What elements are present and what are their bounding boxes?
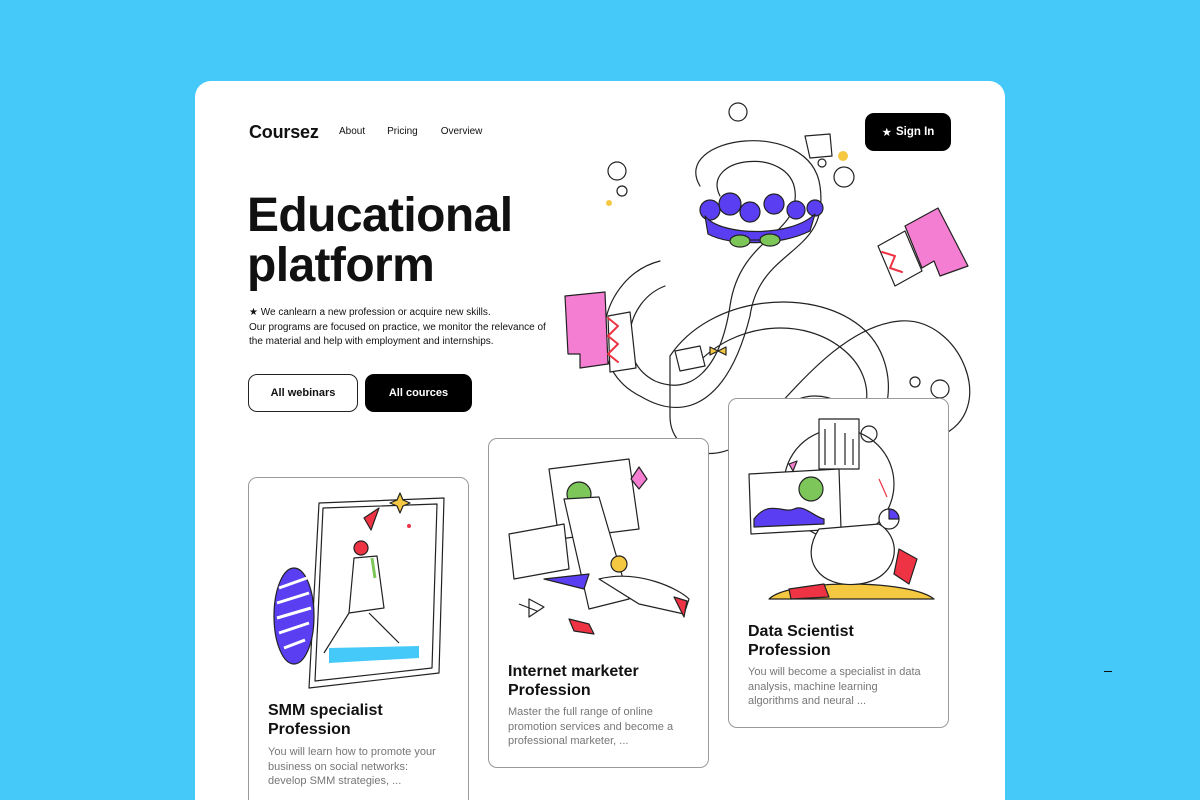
card-desc-line1: You will become a specialist in data [748,666,921,678]
card-desc-line3: professional marketer, ... [508,735,629,747]
marketer-illustration [489,439,709,649]
sign-in-label: Sign In [895,126,935,138]
card-title [268,701,458,739]
card-description [748,665,933,709]
card-title-line2: Profession [268,721,351,738]
hero-desc-line2: Our programs are focused on practice, we monitor the relevance of [249,321,546,333]
logo[interactable]: Coursez [249,122,319,142]
hero-title-line1: Educational [247,189,513,242]
nav-overview[interactable]: Overview [440,126,483,137]
card-desc-line2: analysis, machine learning [748,680,878,693]
card-title-line2: Profession [508,682,591,699]
smm-illustration [249,478,469,698]
card-description [508,705,693,749]
card-desc-line3: algorithms and neural ... [748,695,867,707]
course-card-smm[interactable] [248,477,469,800]
card-title-line2: Profession [748,642,831,659]
all-webinars-button[interactable]: All webinars [248,374,358,412]
data-scientist-illustration [729,399,949,609]
landing-page-window [195,81,1005,800]
card-desc-line3: develop SMM strategies, ... [268,775,402,787]
card-title [508,662,698,700]
card-title-line1: SMM specialist [268,702,383,719]
card-desc-line2: business on social networks: [268,760,409,773]
card-description [268,745,453,789]
course-card-data-scientist[interactable] [728,398,949,728]
nav-about[interactable]: About [339,126,366,137]
card-desc-line2: promotion services and become a [508,720,674,733]
hero-description [249,306,559,350]
card-title [748,622,938,660]
card-desc-line1: You will learn how to promote your [268,746,436,758]
hero-desc-line1: ★ We canlearn a new profession or acquire new skills. [249,307,491,318]
decorative-dash [1104,671,1112,672]
hero-title-line2: platform [247,239,435,292]
all-courses-button[interactable]: All cources [365,374,472,412]
course-card-marketer[interactable] [488,438,709,768]
star-icon: ★ [881,127,892,139]
card-title-line1: Data Scientist [748,623,854,640]
nav-pricing[interactable]: Pricing [387,126,418,137]
main-nav [339,126,482,137]
card-title-line1: Internet marketer [508,663,639,680]
hero-desc-line3: the material and help with employment and internships. [249,336,494,347]
hero-title [247,191,567,291]
card-desc-line1: Master the full range of online [508,706,653,718]
